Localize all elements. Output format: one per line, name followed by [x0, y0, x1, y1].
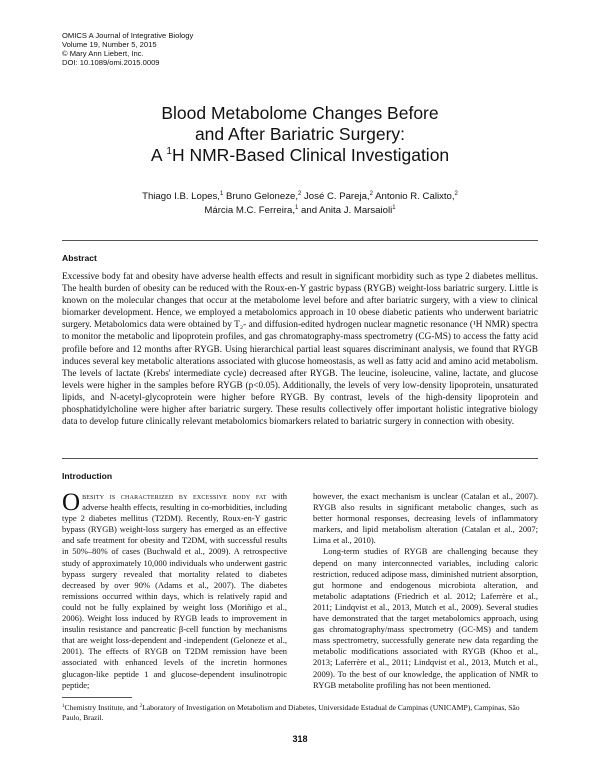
intro-paragraph-2: Long-term studies of RYGB are challenging because they depend on many interconnected variables, including caloric restriction, reduced adipose mass, diminished nutrient absorption, gut hormone and endogenous microbiota alteration, and metabolic adaptations (Friedrich et al. 2012; Laferrère et al., 2011; Lindqvist et al., 2013, Mutch et al., 2009). Several studies have demonstrated that the target metabolomics approach, using gas chromatography/mass spectrometry (GC-MS) and tandem mass spectrometry, successfully generate new data regarding the metabolic modifications associated with RYGB (Khoo et al., 2013; Laferrère et al., 2011; Lindqvist et al., 2013, Mutch et al., 2009). To the best of our knowledge, the application of NMR to RYGB metabolite profiling has not been mentioned.: [313, 546, 538, 690]
journal-meta: [62, 31, 193, 67]
title-line-2: and After Bariatric Surgery:: [194, 124, 406, 144]
author-name: and Anita J. Marsaioli: [298, 205, 393, 216]
author-line-1: Thiago I.B. Lopes,$^1$ Bruno Geloneze,$^2$ José C. Pareja,$^2$ Antonio R. Calixto,$^2$: [142, 191, 458, 202]
footnote-divider: [62, 697, 132, 698]
drop-cap: O: [62, 489, 81, 516]
intro-lead-in: besity is characterized by excessive body fat: [82, 491, 267, 501]
abstract-top-divider: [62, 240, 538, 241]
title-line-1: Blood Metabolome Changes Before: [161, 103, 439, 123]
author-name: José C. Pareja,: [301, 191, 370, 202]
journal-volume: Volume 19, Number 5, 2015: [62, 40, 157, 49]
journal-name: OMICS A Journal of Integrative Biology: [62, 31, 194, 40]
author-name: Bruno Geloneze,: [223, 191, 298, 202]
title-line-3: A $^1$H NMR-Based Clinical Investigation: [150, 145, 450, 165]
author-name: Antonio R. Calixto,: [372, 191, 455, 202]
intro-paragraph-1-continued: however, the exact mechanism is unclear (Catalan et al., 2007). RYGB also results in significant metabolic changes, such as better hormonal responses, decreasing levels of inflammatory markers, and lipid metabolism alteration (Catalan et al., 2007; Lima et al., 2010).: [313, 491, 538, 546]
journal-doi[interactable]: DOI: 10.1089/omi.2015.0009: [62, 58, 160, 67]
author-name: Thiago I.B. Lopes,: [142, 191, 220, 202]
author-list: [0, 190, 600, 218]
abstract-heading: Abstract: [62, 253, 97, 263]
abstract-bottom-divider: [62, 458, 538, 459]
article-title: [0, 103, 600, 166]
intro-text: with adverse health effects, resulting in co-morbidities, including type 2 diabetes mellitus (T2DM). Recently, Roux-en-Y gastric bypass (RYGB) weight-loss surgery has emerged as an effective and safe treatment for obesity and T2DM, with successful results in 50%–80% of cases (Buchwald et al., 2009). A retrospective study of approximately 10,000 individuals who underwent gastric bypass surgery revealed that mortality related to diabetes decreased by over 90% (Adams et al., 2007). The diabetes remissions occurred within days, which is relatively rapid and could not be fully explained by weight loss (Moriñigo et al., 2006). Weight loss induced by RYGB leads to improvement in insulin resistance and pancreatic β-cell function by mechanisms that are weight loss-dependent and -independent (Geloneze et al., 2001). The effects of RYGB on T2DM remission have been associated with enhanced levels of the incretin hormones glucagon-like peptide 1 and glucose-dependent insulinotropic peptide;: [62, 491, 287, 690]
right-column: [313, 491, 538, 691]
abstract-text: Excessive body fat and obesity have adverse health effects and result in significant morbidity such as type 2 diabetes mellitus. The health burden of obesity can be reduced with the Roux-en-Y gastric bypass (RYGB) weight-loss bariatric surgery. Little is known on the molecular changes that occur at the metabolome level before and after bariatric surgery, with a view to clinical biomarker development. Hence, we employed a metabolomics approach in 10 obese diabetic patients who underwent bariatric surgery. Metabolomics data were obtained by T₂- and diffusion-edited hydrogen nuclear magnetic resonance (¹H NMR) spectra to monitor the metabolic and lipoprotein profiles, and gas chromatography-mass spectrometry (CG-MS) to access the fatty acid profile before and 12 months after RYGB. Using hierarchical partial least squares discriminant analysis, we found that RYGB induces several key metabolic alterations associated with glucose homeostasis, as well as fatty acid and amino acid metabolism. The levels of lactate (Krebs' intermediate cycle) decreased after RYGB. The leucine, isoleucine, valine, lactate, and glucose levels were higher in the samples before RYGB (p<0.05). Additionally, the levels of very low-density lipoprotein, unsaturated lipids, and N-acetyl-glycoprotein were higher before RYGB. By contrast, levels of the high-density lipoprotein and phosphatidylcholine were higher after bariatric surgery. These results collectively offer important holistic integrative biology data to develop future clinically relevant metabolomics biomarkers related to bariatric surgery in connection with obesity.: [62, 272, 538, 428]
page-number: 318: [292, 734, 308, 744]
journal-copyright: © Mary Ann Liebert, Inc.: [62, 49, 144, 58]
affiliation-footnote: $^1$Chemistry Institute, and $^2$Laboratory of Investigation on Metabolism and Diabetes, Universidade Estadual de Campinas (UNICAMP), Campinas, São Paulo, Brazil.: [62, 703, 520, 722]
author-line-2: Márcia M.C. Ferreira,$^1$ and Anita J. Marsaioli$^1$: [204, 205, 396, 216]
author-name: Márcia M.C. Ferreira,: [204, 205, 296, 216]
introduction-heading: Introduction: [62, 471, 113, 481]
left-column: [62, 491, 287, 691]
intro-paragraph-1: [62, 491, 287, 691]
